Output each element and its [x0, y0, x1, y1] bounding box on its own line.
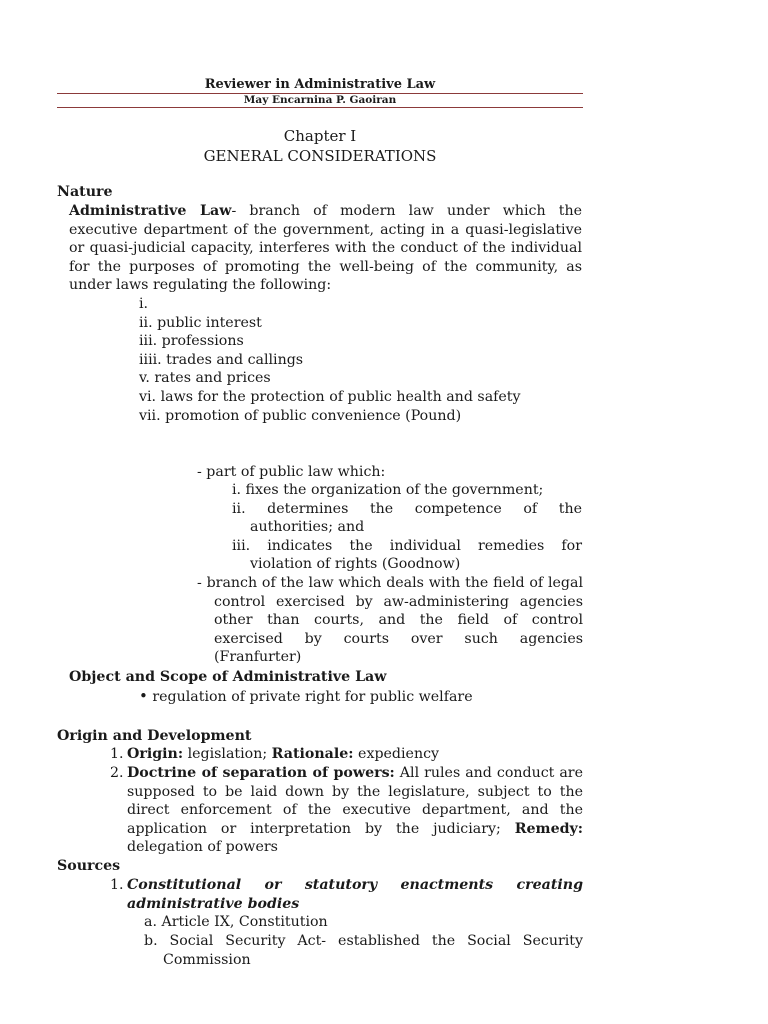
list-item: vi. laws for the protection of public health and safety: [139, 388, 521, 405]
nature-definition: - branch of modern law under which the executive department of the government, acting in a quasi-legislative or quasi-judicial capacity, interferes with the conduct of the individual for the purposes of promoting the well-being of the community, as under laws regulating the following:: [69, 203, 583, 294]
rationale-text: expediency: [353, 746, 440, 762]
origin-item-number: 1.: [110, 746, 124, 762]
header-rule-bottom: [57, 107, 583, 108]
origin-item-number: 2.: [110, 765, 124, 781]
list-item: vii. promotion of public convenience (Pound): [139, 407, 462, 424]
origin-text: legislation;: [183, 746, 272, 762]
nature-definition-paragraph: [69, 202, 582, 295]
origin-item-1: [127, 745, 439, 764]
definition-two-list: [232, 481, 582, 574]
bullet-icon: •: [139, 687, 148, 705]
chapter-title: GENERAL CONSIDERATIONS: [203, 147, 437, 165]
sources-item-number: 1.: [110, 877, 124, 893]
separation-label: Doctrine of separation of powers:: [127, 765, 395, 781]
definition-two-intro: - part of public law which:: [197, 464, 386, 480]
sources-sub-b: b. Social Security Act- established the Social Security Commission: [144, 933, 583, 968]
object-scope-bullet-item: [139, 687, 473, 707]
sources-item-1: Constitutional or statutory enactments creating administrative bodies: [127, 877, 583, 912]
list-item: ii. determines the competence of the authorities; and: [232, 500, 582, 536]
origin-item-2: [127, 764, 583, 857]
list-item: iii. indicates the individual remedies for violation of rights (Goodnow): [232, 537, 582, 573]
document-title: Reviewer in Administrative Law: [204, 77, 436, 92]
separation-text: All rules and conduct are supposed to be laid down by the legislature, subject to the direct enforcement of the executive department, and the application or interpretation by the judiciary;: [127, 765, 583, 837]
list-item: v. rates and prices: [139, 370, 271, 387]
origin-label: Origin:: [127, 746, 184, 762]
list-item: ii. public interest: [139, 314, 262, 331]
sources-sub-a: a. Article IX, Constitution: [144, 914, 328, 930]
list-item: iiii. trades and callings: [139, 351, 304, 368]
chapter-number: Chapter I: [283, 127, 357, 145]
sources-heading: Sources: [57, 858, 121, 874]
definition-three: - branch of the law which deals with the field of legal control exercised by aw-administering agencies other than courts, and the field of control exercised by courts over such agencies (Franfurter): [197, 575, 583, 666]
document-author: May Encarnina P. Gaoiran: [243, 94, 397, 106]
rationale-label: Rationale:: [271, 746, 354, 762]
list-item: iii. professions: [139, 333, 244, 350]
nature-term: Administrative Law: [69, 203, 232, 219]
remedy-text: delegation of powers: [127, 839, 278, 856]
list-item: i.: [139, 296, 149, 312]
origin-heading: Origin and Development: [57, 728, 252, 744]
nature-heading: Nature: [57, 184, 113, 200]
list-item: i. fixes the organization of the government;: [232, 482, 544, 498]
object-scope-bullet-text: regulation of private right for public welfare: [152, 689, 473, 705]
remedy-label: Remedy:: [514, 820, 583, 837]
object-scope-heading: Object and Scope of Administrative Law: [69, 669, 387, 685]
nature-regulated-list: [139, 295, 521, 425]
